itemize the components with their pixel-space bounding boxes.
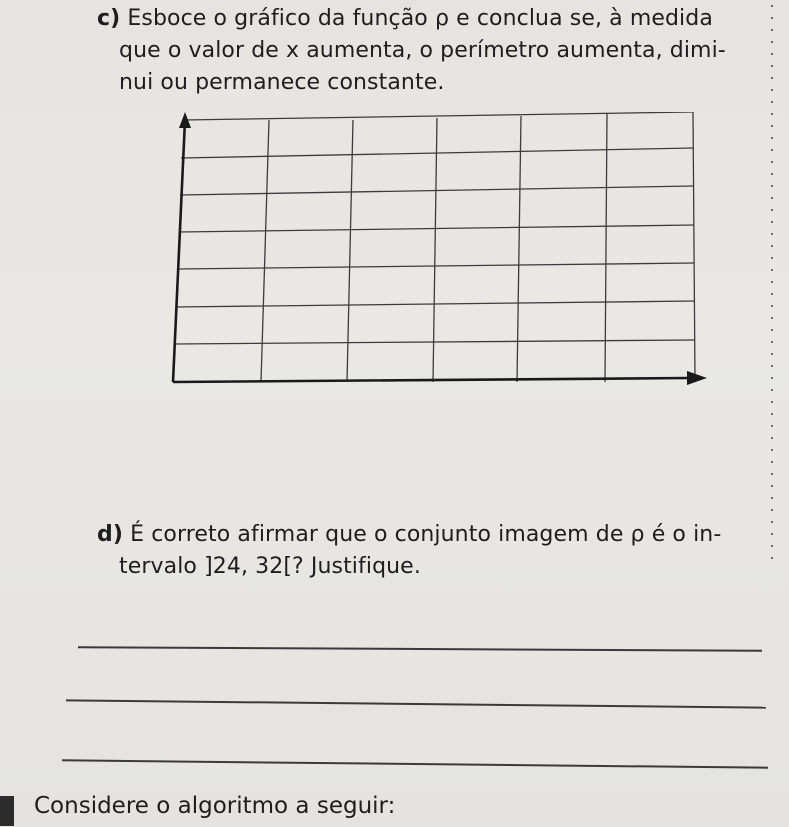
- answer-line[interactable]: [66, 699, 766, 708]
- grid-lines: [174, 112, 695, 382]
- question-c-label: c): [97, 6, 121, 31]
- blank-graph-grid: [165, 112, 713, 392]
- question-d-line-2: tervalo ]24, 32[? Justifique.: [119, 554, 421, 579]
- binding-dots: [770, 0, 774, 560]
- question-c: [97, 3, 726, 99]
- x-axis-arrow-icon: [687, 371, 707, 385]
- grid-hline: [174, 340, 695, 344]
- grid-hline: [179, 225, 694, 232]
- question-c-line-2: que o valor de x aumenta, o perímetro aumenta, dimi-: [119, 38, 726, 63]
- question-d: [97, 519, 721, 583]
- x-axis: [173, 378, 689, 382]
- question-d-text-1: É correto afirmar que o conjunto imagem de ρ é o in-: [130, 522, 722, 547]
- question-d-label: d): [97, 522, 124, 547]
- next-question-intro: Considere o algoritmo a seguir:: [34, 793, 396, 819]
- question-c-line-3: nui ou permanece constante.: [119, 70, 445, 95]
- grid-vline: [517, 116, 521, 382]
- grid-vline: [605, 114, 607, 382]
- question-c-text-1: Esboce o gráfico da função ρ e conclua se, à medida: [127, 6, 713, 31]
- section-marker: [0, 796, 14, 826]
- y-axis: [173, 120, 185, 382]
- answer-line[interactable]: [62, 759, 768, 768]
- grid-hline: [183, 112, 693, 120]
- question-c-line-1: [97, 3, 726, 35]
- grid-hline: [175, 301, 695, 307]
- grid-hline: [177, 263, 694, 269]
- question-d-line-1: [97, 519, 721, 551]
- answer-line[interactable]: [78, 646, 762, 652]
